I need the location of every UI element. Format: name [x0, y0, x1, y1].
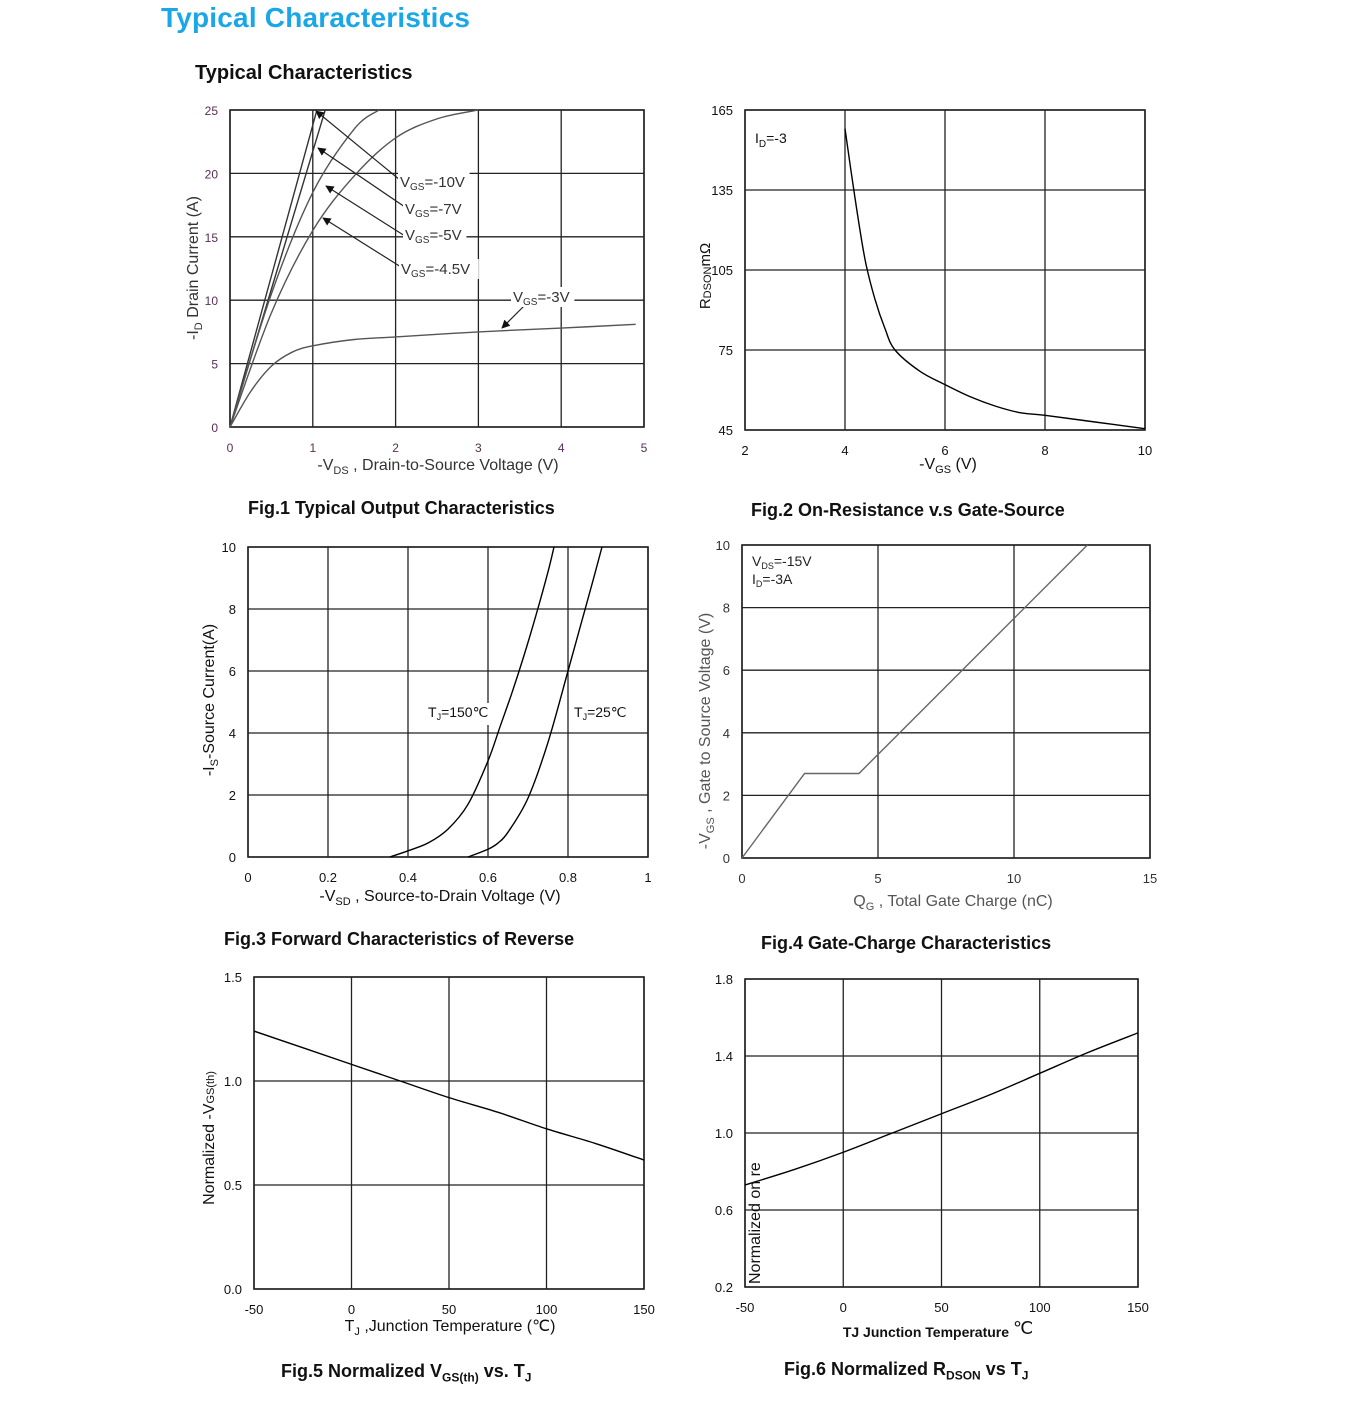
fig6-tick-labels: [715, 972, 1149, 1315]
x-tick-label: 4: [557, 441, 565, 455]
fig2-tick-labels: [711, 103, 1152, 458]
y-tick-label: 5: [211, 357, 218, 372]
x-tick-label: 4: [841, 443, 849, 458]
y-tick-label: 8: [722, 600, 730, 616]
y-tick-label: 1.0: [223, 1074, 242, 1089]
fig6-chart: [715, 972, 1149, 1340]
x-tick-label: 5: [874, 871, 882, 886]
x-tick-label: 100: [535, 1302, 558, 1317]
x-tick-label: 2: [392, 441, 399, 455]
annotation-label: $V_{GS}=-5V$: [405, 227, 462, 246]
x-tick-label: 50: [441, 1302, 457, 1317]
annotation-label: $V_{GS}=-3V$: [513, 289, 570, 308]
fig1-annotations: [316, 111, 574, 328]
y-tick-label: 135: [711, 183, 733, 198]
annotation-arrow: [326, 186, 405, 236]
fig4-caption: Fig.4 Gate-Charge Characteristics: [761, 933, 1052, 953]
fig5-x-axis-label: $T_J$ ,Junction Temperature (℃): [344, 1318, 556, 1338]
y-tick-label: 1.5: [223, 970, 242, 985]
x-tick-label: 0.6: [478, 870, 498, 885]
fig5-y-axis-label: Normalized -VGS(th): [201, 1071, 218, 1205]
x-tick-label: 1: [309, 441, 317, 455]
x-tick-label: 8: [1041, 443, 1049, 458]
page-title: Typical Characteristics: [161, 2, 471, 33]
x-tick-label: 0: [839, 1300, 847, 1315]
fig2-id-note: $I_D=-3$: [755, 130, 787, 150]
y-tick-label: 0: [228, 850, 236, 865]
fig2-caption: Fig.2 On-Resistance v.s Gate-Source: [751, 500, 1065, 520]
fig4-series: [742, 545, 1087, 858]
x-tick-label: 0.4: [398, 870, 418, 885]
y-tick-label: 1.0: [714, 1126, 733, 1141]
x-tick-label: 6: [941, 443, 949, 458]
y-tick-label: 4: [228, 726, 236, 741]
x-tick-label: -50: [735, 1300, 755, 1315]
y-tick-label: 0.6: [714, 1203, 733, 1218]
x-tick-label: 0: [244, 870, 252, 885]
fig2-grid: [745, 110, 1145, 430]
fig5-grid: [254, 977, 644, 1289]
x-tick-label: 15: [1142, 871, 1158, 886]
fig4-grid: [742, 545, 1150, 858]
y-tick-label: 15: [204, 230, 218, 245]
fig4-chart: [697, 538, 1157, 913]
x-tick-label: 5: [640, 441, 648, 455]
x-tick-label: 1: [644, 870, 652, 885]
y-tick-label: 2: [228, 788, 236, 803]
x-tick-label: 0: [226, 441, 234, 455]
fig4-y-axis-label: $-V_{GS}$ , Gate to Source Voltage (V): [697, 612, 717, 850]
y-tick-label: 2: [722, 788, 730, 804]
annotation-label: $V_{GS}=-4.5V$: [401, 261, 471, 280]
fig3-series: [390, 547, 602, 857]
annotation-arrow: [318, 148, 405, 207]
series-line: [230, 110, 317, 427]
fig3-label-150c: $T_J=150℃$: [428, 704, 489, 722]
x-tick-label: 100: [1028, 1300, 1051, 1315]
y-tick-label: 1.4: [714, 1049, 733, 1064]
fig6-x-axis-label: TJ Junction Temperature ℃: [842, 1318, 1034, 1340]
y-tick-label: 75: [718, 343, 733, 358]
annotation-arrow: [316, 111, 400, 180]
y-tick-label: 0.0: [223, 1282, 242, 1297]
fig1-x-axis-label: $-V_{DS}$ , Drain-to-Source Voltage (V): [317, 457, 559, 477]
fig4-x-axis-label: $Q_G$ , Total Gate Charge (nC): [853, 893, 1053, 913]
fig3-chart: [201, 540, 652, 908]
fig6-caption: Fig.6 Normalized $R_{DSON}$ vs $T_J$: [784, 1359, 1029, 1383]
x-tick-label: 150: [1127, 1300, 1149, 1315]
x-tick-label: 0.8: [558, 870, 578, 885]
y-tick-label: 6: [228, 664, 236, 679]
x-tick-label: 2: [741, 443, 749, 458]
x-tick-label: 0.2: [318, 870, 338, 885]
annotation-arrow: [502, 306, 524, 328]
x-tick-label: 0: [738, 871, 746, 886]
fig3-x-axis-label: $-V_{SD}$ , Source-to-Drain Voltage (V): [319, 888, 561, 908]
y-tick-label: 0.2: [714, 1280, 733, 1295]
fig5-caption: Fig.5 Normalized $V_{GS(th)}$ vs. $T_J$: [281, 1361, 532, 1385]
section-title: Typical Characteristics: [195, 62, 413, 84]
y-tick-label: 20: [204, 167, 218, 182]
plot-frame: [248, 547, 648, 857]
fig2-chart: [697, 103, 1152, 476]
fig3-grid: [248, 547, 648, 857]
x-tick-label: 150: [633, 1302, 655, 1317]
x-tick-label: 10: [1137, 443, 1153, 458]
series-line: [845, 129, 1145, 429]
y-tick-label: 165: [711, 103, 733, 118]
y-tick-label: 1.8: [714, 972, 733, 987]
fig6-y-axis-label: Normalized on re: [747, 1162, 764, 1284]
fig5-chart: [201, 970, 655, 1338]
y-tick-label: 0.5: [223, 1178, 242, 1193]
annotation-label: $V_{GS}=-10V$: [400, 174, 465, 193]
y-tick-label: 10: [715, 538, 730, 553]
fig2-y-axis-label: RDSONmΩ: [697, 242, 714, 310]
fig2-x-axis-label: $-V_{GS}$ (V): [919, 456, 977, 476]
x-tick-label: 50: [934, 1300, 949, 1315]
y-tick-label: 105: [711, 263, 733, 278]
y-tick-label: 10: [204, 294, 218, 309]
y-tick-label: 8: [228, 602, 236, 617]
series-line: [742, 545, 1087, 858]
fig4-id-note: $I_D=-3A$: [752, 571, 793, 589]
x-tick-label: 10: [1006, 871, 1022, 886]
y-tick-label: 0: [722, 851, 730, 866]
y-tick-label: 4: [722, 725, 730, 741]
x-tick-label: -50: [244, 1302, 264, 1317]
fig3-y-axis-label: $-I_S$-Source Current(A): [201, 623, 221, 777]
y-tick-label: 0: [211, 421, 218, 435]
fig1-caption: Fig.1 Typical Output Characteristics: [248, 498, 555, 518]
fig4-vds-note: $V_{DS}=-15V$: [752, 553, 812, 571]
y-tick-label: 6: [722, 663, 730, 679]
fig1-y-axis-label: $-I_D$ Drain Current (A): [185, 196, 205, 340]
annotation-arrow: [323, 218, 401, 267]
y-tick-label: 25: [204, 104, 218, 118]
fig6-grid: [745, 979, 1138, 1287]
y-tick-label: 45: [718, 423, 733, 438]
fig2-series: [845, 129, 1145, 429]
series-line: [230, 324, 636, 427]
fig4-tick-labels: [716, 538, 1158, 886]
series-line: [390, 547, 554, 857]
x-tick-label: 3: [475, 441, 482, 455]
x-tick-label: 0: [347, 1302, 356, 1317]
fig3-label-25c: $T_J=25℃$: [574, 704, 627, 722]
y-tick-label: 10: [221, 540, 236, 555]
annotation-label: $V_{GS}=-7V$: [405, 201, 462, 220]
fig1-chart: [185, 104, 648, 477]
fig3-caption: Fig.3 Forward Characteristics of Reverse: [224, 929, 575, 949]
fig5-tick-labels: [224, 970, 655, 1317]
plot-frame: [742, 545, 1150, 858]
